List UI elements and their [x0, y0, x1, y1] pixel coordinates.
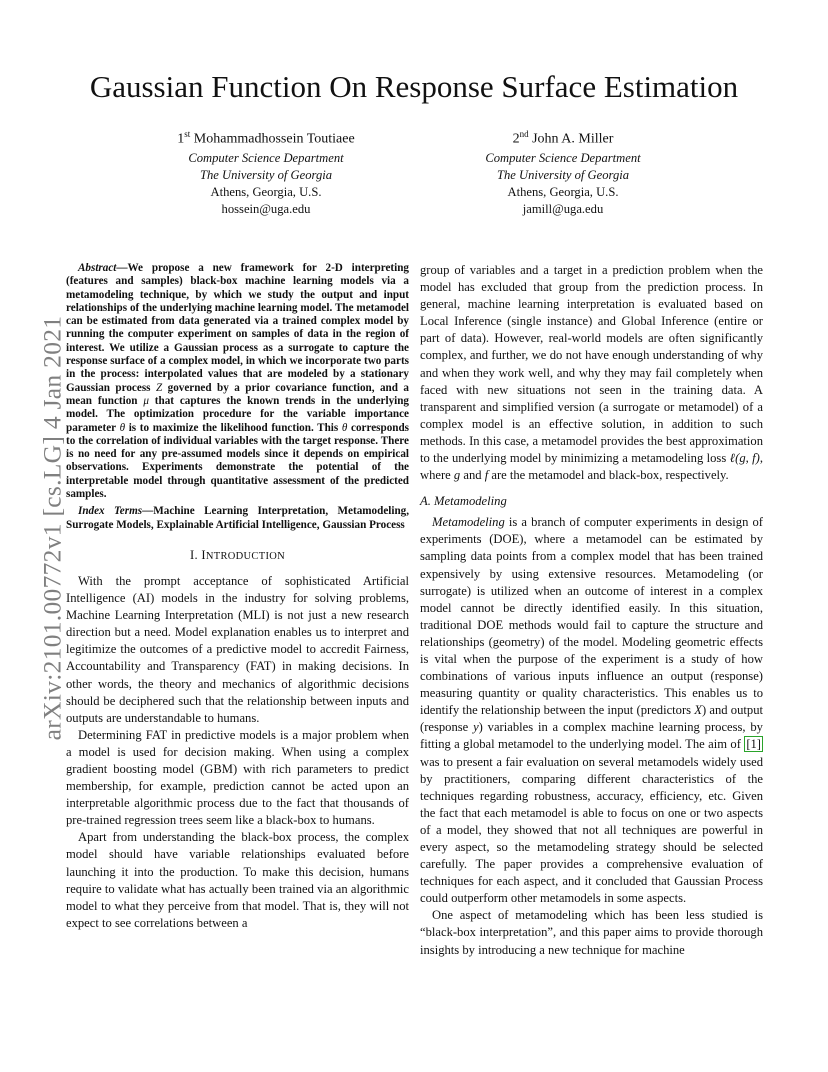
- left-column: [66, 262, 409, 932]
- author-university: The University of Georgia: [496, 167, 630, 182]
- math-symbol: y: [473, 720, 479, 735]
- math-symbol: Z: [155, 381, 163, 394]
- math-symbol: f: [484, 468, 489, 483]
- paragraph: Determining FAT in predictive models is a major problem when a model is used for decision making. When using a complex gradient boosting model (GBM) with rich parameters to predict membership, for example, prediction cannot be acted upon an interpretable algorithmic process due to the fact that thousands of pre-trained regression trees seem like a black-box to humans.: [66, 727, 409, 828]
- math-symbol: μ: [143, 394, 149, 407]
- arxiv-identifier-stamp: [36, 298, 68, 758]
- author-name-line: 1st Mohammadhossein Toutiaee: [177, 129, 355, 147]
- author-block-1: [151, 124, 381, 218]
- abstract: Abstract—We propose a new framework for 2-D interpreting (features and samples) black-box machine learning models via a metamodeling technique, by which we study the output and input relationships of the underlying machine learning model. The metamodel can be estimated from data generated via a trained complex model by running the computer experiment on samples of data in the region of interest. We utilize a Gaussian process as a surrogate to capture the response surface of a complex model, in which we incorporate two parts in the process: interpolated values that are modeled by a stationary Gaussian process Z governed by a prior covariance function, and a mean function μ that captures the known trends in the underlying model. The optimization procedure for the variable importance parameter θ is to maximize the likelihood function. This θ corresponds to the correlation of individual variables with the target response. There is no need for any pre-assumed models since it depends on empirical observations. Experiments demonstrate the potential of the interpretable model through quantitative assessment of the predicted samples.: [66, 262, 409, 501]
- author-email: jamill@uga.edu: [522, 201, 604, 216]
- math-symbol: g: [453, 468, 461, 483]
- paper-title: Gaussian Function On Response Surface Estimation: [89, 69, 739, 104]
- author-location: Athens, Georgia, U.S.: [210, 184, 322, 199]
- math-loss: ℓ(g, f): [729, 451, 760, 466]
- author-email: hossein@uga.edu: [221, 201, 311, 216]
- section-heading-introduction: I. INTRODUCTION: [189, 547, 286, 562]
- author-block-2: [448, 124, 678, 218]
- author-university: The University of Georgia: [199, 167, 333, 182]
- math-symbol: θ: [341, 421, 348, 434]
- author-location: Athens, Georgia, U.S.: [507, 184, 619, 199]
- author-department: Computer Science Department: [188, 150, 344, 165]
- author-department: Computer Science Department: [485, 150, 641, 165]
- author-name: John A. Miller: [532, 131, 614, 147]
- paragraph: One aspect of metamodeling which has been less studied is “black-box interpretation”, and this paper aims to provide thorough insights by introducing a new technique for machine: [420, 908, 763, 957]
- paragraph: With the prompt acceptance of sophisticated Artificial Intelligence (AI) models in the industry for solving problems, Machine Learning Interpretation (MLI) is not just a new research direction but a need. Model explanation enables us to interpret and legitimize the outcomes of a predictive model to accredit Fairness, Accountability and Transparency (FAT) in making decisions. In other words, the theory and mechanics of algorithmic decisions should be deciphered such that the relationship between inputs and outputs are understandable to humans.: [66, 573, 409, 725]
- right-column: [420, 262, 763, 959]
- author-name: Mohammadhossein Toutiaee: [193, 131, 355, 147]
- citation-link[interactable]: [1]: [746, 737, 761, 752]
- abstract-lead: Abstract: [78, 262, 117, 274]
- term-emphasis: Metamodeling: [432, 515, 505, 530]
- paragraph-continued: group of variables and a target in a prediction problem when the model has excluded that group from the prediction process. In general, machine learning interpretation is evaluated based on Local Inference (single instance) and Global Inference (entire or part of data). However, real-world models are often significantly complex, and further, we do not have enough understanding of why and when they work well, and why they may fail completely when faced with new situations not seen in the training data. A transparent and simplified version (a surrogate or metamodel) of a complex model is an effective solution, in addition to such methods. In this case, a metamodel provides the best approximation to the underlying model by minimizing a metamodeling loss ℓ(g, f), where g and f are the metamodel and black-box, respectively.: [420, 263, 764, 483]
- math-symbol: θ: [119, 421, 126, 434]
- index-terms-lead: Index Terms: [78, 505, 143, 518]
- author-name-line: 2nd John A. Miller: [512, 129, 614, 147]
- paragraph: Apart from understanding the black-box process, the complex model should have variable relationships evaluated before launching it into the production. To make this decision, humans require to validate what has actually been trained via an algorithmic model to what they perceive from that model. That is, they will not expect to see correlations between a: [66, 830, 409, 930]
- arxiv-identifier-text: arXiv:2101.00772v1 [cs.LG] 4 Jan 2021: [37, 315, 67, 741]
- index-terms: Index Terms—Machine Learning Interpretation, Metamodeling, Surrogate Models, Explainable Artificial Intelligence, Gaussian Process: [66, 505, 409, 531]
- subsection-heading-metamodeling: A. Metamodeling: [420, 494, 507, 509]
- math-symbol: X: [694, 703, 702, 718]
- paragraph: Metamodeling is a branch of computer experiments in design of experiments (DOE), where a metamodel can be estimated by sampling data points from a complex model that has been trained expensively by using extensive resources. Metamodeling (or surrogate) is utilized when an outcome of interest in a complex model cannot be directly identified easily. In this situation, traditional DOE methods would fail to capture the structure and relationships (geometry) of the model. Modeling geometric effects is vital when the purpose of the experiment is a study of how combinations of various inputs influence an output (response) measuring quantity or quality characteristics. This enables us to identify the relationship between the input (predictors X) and output (response y) variables in a complex machine learning process, by fitting a global metamodel to the underlying model. The aim of [1] was to present a fair evaluation on several metamodels widely used by practitioners, comparing different characteristics of the techniques regarding robustness, accuracy, efficiency, etc. Given the fact that each metamodel is able to focus on one or two aspects of a model, they showed that not all techniques are powerful in every aspect, so the metamodeling strategy should be selected carefully. The paper provides a comprehensive evaluation of techniques for each aspect, and it concluded that Gaussian Process could outperform other metamodels in some aspects.: [420, 515, 763, 906]
